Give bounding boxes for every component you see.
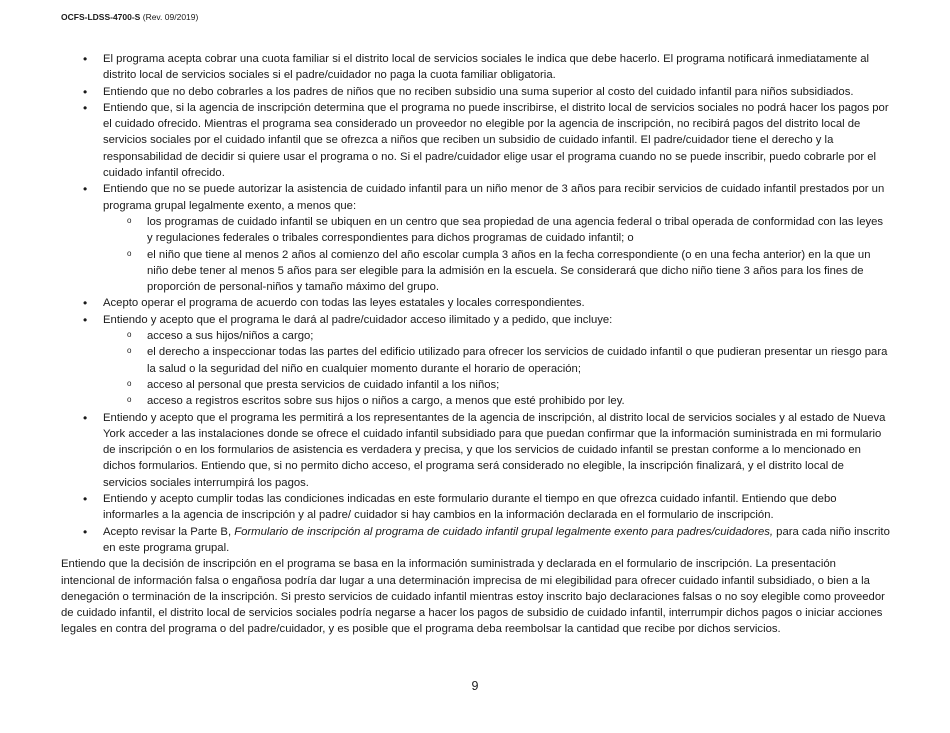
list-item xyxy=(61,312,891,410)
list-item-text: Entiendo y acepto que el programa le dará al padre/cuidador acceso ilimitado y a pedido, que incluye: xyxy=(103,313,613,326)
list-item-text-start: Acepto revisar la Parte B, xyxy=(103,525,235,538)
page-number: 9 xyxy=(471,679,479,693)
list-item-text: Entiendo y acepto cumplir todas las condiciones indicadas en este formulario durante el tiempo en que ofrezca cuidado infantil. Entiendo que debo informarles a la agencia de inscripción y al padre/ cuidador si hay cambios en la información declarada en el formulario de inscripción. xyxy=(103,493,837,522)
list-item xyxy=(61,524,891,557)
agreement-list xyxy=(61,51,891,556)
list-item-text: Entiendo que, si la agencia de inscripción determina que el programa no puede inscribirse, el distrito local de servicios sociales no podrá hacer los pagos por el cuidado ofrecido. Mientras el programa sea considerado un proveedor no elegible por la agencia de inscripción, no recibirá pagos del distrito local de servicios sociales por el cuidado infantil que se ofrezca a niños que reciben un subsidio de cuidado infantil. El padre/cuidador tiene el derecho y la responsabilidad de decidir si quiere usar el programa o no. Si el padre/cuidador elige usar el programa cuando no se puede inscribir, puedo cobrarle por el cuidado infantil ofrecido. xyxy=(103,101,889,180)
list-item-text: Entiendo que no se puede autorizar la asistencia de cuidado infantil para un niño menor de 3 años para recibir servicios de cuidado infantil prestados por un programa grupal legalmente exento, a menos que: xyxy=(103,183,885,212)
list-item-text: Entiendo que no debo cobrarles a los padres de niños que no reciben subsidio una suma superior al costo del cuidado infantil para niños subsidiados. xyxy=(103,85,854,98)
list-item xyxy=(61,100,891,181)
list-item-text: Acepto operar el programa de acuerdo con todas las leyes estatales y locales correspondientes. xyxy=(103,297,585,310)
list-item-text-end: para cada niño inscrito en este programa grupal. xyxy=(103,525,890,554)
list-item-text: El programa acepta cobrar una cuota familiar si el distrito local de servicios sociales le indica que debe hacerlo. El programa notificará inmediatamente al distrito local de servicios sociales si el padre/cuidador no paga la cuota familiar obligatoria. xyxy=(103,53,870,82)
list-item xyxy=(61,295,891,311)
sub-list-item: o el niño que tiene al menos 2 años al comienzo del año escolar cumpla 3 años en la fecha correspondiente (o en una fecha anterior) en la que un niño debe tener al menos 5 años para ser elegible para la admisión en la escuela. Se considerará que dicho niño tiene 3 años para los fines de proporción de personal-niños y tamaño máximo del grupo. xyxy=(103,247,891,296)
list-item xyxy=(61,51,891,84)
list-item xyxy=(61,181,891,295)
list-item xyxy=(61,410,891,491)
sub-list-item: o acceso a registros escritos sobre sus hijos o niños a cargo, a menos que esté prohibido por ley. xyxy=(103,393,891,409)
sub-list-item: o acceso al personal que presta servicios de cuidado infantil a los niños; xyxy=(103,377,891,393)
page-body xyxy=(61,51,891,638)
sub-list xyxy=(103,328,891,409)
form-revision: (Rev. 09/2019) xyxy=(142,12,199,22)
list-item xyxy=(61,84,891,100)
sub-list-item: o los programas de cuidado infantil se ubiquen en un centro que sea propiedad de una agencia federal o tribal operada de conformidad con las leyes y regulaciones federales o tribales correspondientes para dichos programas de cuidado infantil; o xyxy=(103,214,891,247)
list-item xyxy=(61,491,891,524)
sub-list xyxy=(103,214,891,295)
form-title-reference: Formulario de inscripción al programa de cuidado infantil grupal legalmente exento para padres/cuidadores, xyxy=(234,525,774,538)
closing-paragraph: Entiendo que la decisión de inscripción en el programa se basa en la información suministrada y declarada en el formulario de inscripción. La presentación intencional de información falsa o engañosa podría dar lugar a una determinación imprecisa de mi elegibilidad para ofrecer cuidado infantil subsidiado, o bien a la denegación o terminación de la inscripción. Si presto servicios de cuidado infantil mientras estoy inscrito bajo declaraciones falsas o no soy elegible como proveedor de cuidado infantil, el distrito local de servicios sociales podría negarse a hacer los pagos de subsidio de cuidado infantil, interrumpir dichos pagos o iniciar acciones legales en contra del programa o del padre/cuidador, y es posible que el programa deba reembolsar la cantidad que recibe por dichos servicios. xyxy=(61,558,885,636)
list-item-text: Entiendo y acepto que el programa les permitirá a los representantes de la agencia de inscripción, al distrito local de servicios sociales y al estado de Nueva York acceder a las instalaciones donde se ofrece el cuidado infantil subsidiado para que puedan confirmar que la información suministrada en mi formulario de inscripción o en los formularios de asistencia es verdadera y precisa, y que los servicios de cuidado infantil se prestan conforme a lo mencionado en dichos formularios. Entiendo que, si no permito dicho acceso, el programa será considerado no elegible, la inscripción finalizará, y el distrito local de servicios sociales interrumpirá los pagos. xyxy=(103,411,886,489)
sub-list-item: o el derecho a inspeccionar todas las partes del edificio utilizado para ofrecer los servicios de cuidado infantil o que pudieran presentar un riesgo para la salud o la seguridad del niño en cualquier momento durante el horario de operación; xyxy=(103,344,891,377)
form-identifier xyxy=(61,11,198,23)
sub-list-item: o acceso a sus hijos/niños a cargo; xyxy=(103,328,891,344)
form-number: OCFS-LDSS-4700-S xyxy=(61,12,141,22)
